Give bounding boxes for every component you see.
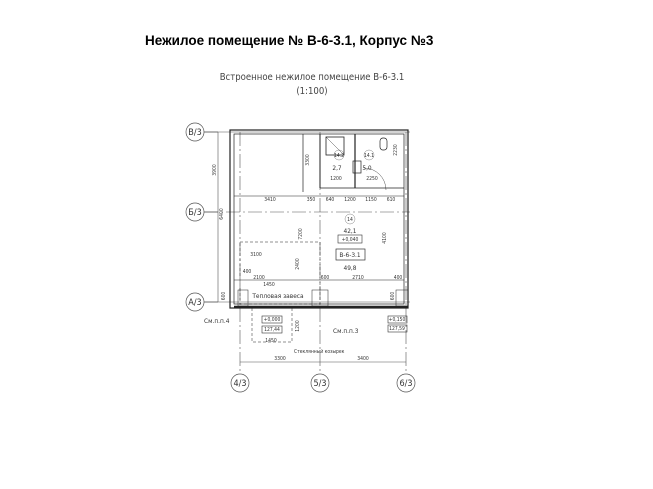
svg-text:2400: 2400 xyxy=(295,258,301,270)
axis-h3: 6/3 xyxy=(399,379,413,389)
svg-text:600: 600 xyxy=(320,275,330,281)
page-title: Нежилое помещение № В-6-3.1, Корпус №3 xyxy=(145,33,434,48)
svg-text:7200: 7200 xyxy=(298,228,304,240)
svg-text:2100: 2100 xyxy=(253,275,265,281)
room-14-1-area: 5,0 xyxy=(362,164,372,172)
svg-text:1200: 1200 xyxy=(295,320,301,332)
level-entry-abs: 127,44 xyxy=(264,327,280,333)
svg-text:2710: 2710 xyxy=(352,275,364,281)
svg-text:600: 600 xyxy=(221,291,227,301)
svg-text:610: 610 xyxy=(386,197,396,203)
room-14-2-number: 14.2 xyxy=(333,153,345,159)
grid-lines xyxy=(204,132,410,372)
svg-text:1450: 1450 xyxy=(265,338,277,344)
svg-text:3900: 3900 xyxy=(212,164,218,176)
svg-text:3300: 3300 xyxy=(305,154,311,166)
svg-text:600: 600 xyxy=(390,291,396,301)
axis-h2: 5/3 xyxy=(313,379,327,389)
svg-text:1200: 1200 xyxy=(344,197,356,203)
room-14-area: 42,1 xyxy=(343,227,357,235)
svg-text:1200: 1200 xyxy=(330,176,342,182)
room-14-1-number: 14.1 xyxy=(363,153,375,159)
axis-v1: В/3 xyxy=(188,128,202,138)
svg-text:3300: 3300 xyxy=(274,356,286,362)
svg-text:6400: 6400 xyxy=(219,208,225,220)
axis-v2: Б/3 xyxy=(188,208,202,218)
svg-text:2250: 2250 xyxy=(366,176,378,182)
level-right-abs: 127,59 xyxy=(389,326,405,332)
plan-subtitle: Встроенное нежилое помещение В-6-3.1 xyxy=(219,72,405,83)
plan-scale: (1:100) xyxy=(296,86,328,97)
svg-text:4100: 4100 xyxy=(382,232,388,244)
svg-text:3400: 3400 xyxy=(357,356,369,362)
dimensions xyxy=(212,144,402,362)
axis-v3: А/3 xyxy=(188,298,202,308)
svg-text:640: 640 xyxy=(325,197,335,203)
heat-curtain-label: Тепловая завеса xyxy=(252,292,304,300)
see-note-4: См.п.п.4 xyxy=(204,317,230,325)
svg-text:400: 400 xyxy=(393,275,403,281)
level-right: +0,150 xyxy=(388,317,406,323)
level-main: +0,040 xyxy=(341,237,359,243)
room-14-number: 14 xyxy=(347,217,353,223)
level-entry: +0,000 xyxy=(263,317,281,323)
see-note-3: См.п.п.3 xyxy=(333,327,359,335)
canopy-label: Стеклянный козырек xyxy=(294,349,345,355)
svg-text:3410: 3410 xyxy=(264,197,276,203)
svg-text:1450: 1450 xyxy=(263,282,275,288)
svg-text:350: 350 xyxy=(306,197,316,203)
unit-id: В-6-3.1 xyxy=(339,251,361,259)
total-area: 49,8 xyxy=(343,264,357,272)
room-14-2-area: 2,7 xyxy=(332,164,342,172)
svg-text:2230: 2230 xyxy=(393,144,399,156)
svg-text:400: 400 xyxy=(242,269,252,275)
axis-h1: 4/3 xyxy=(233,379,247,389)
svg-text:1150: 1150 xyxy=(365,197,377,203)
svg-text:3100: 3100 xyxy=(250,252,262,258)
